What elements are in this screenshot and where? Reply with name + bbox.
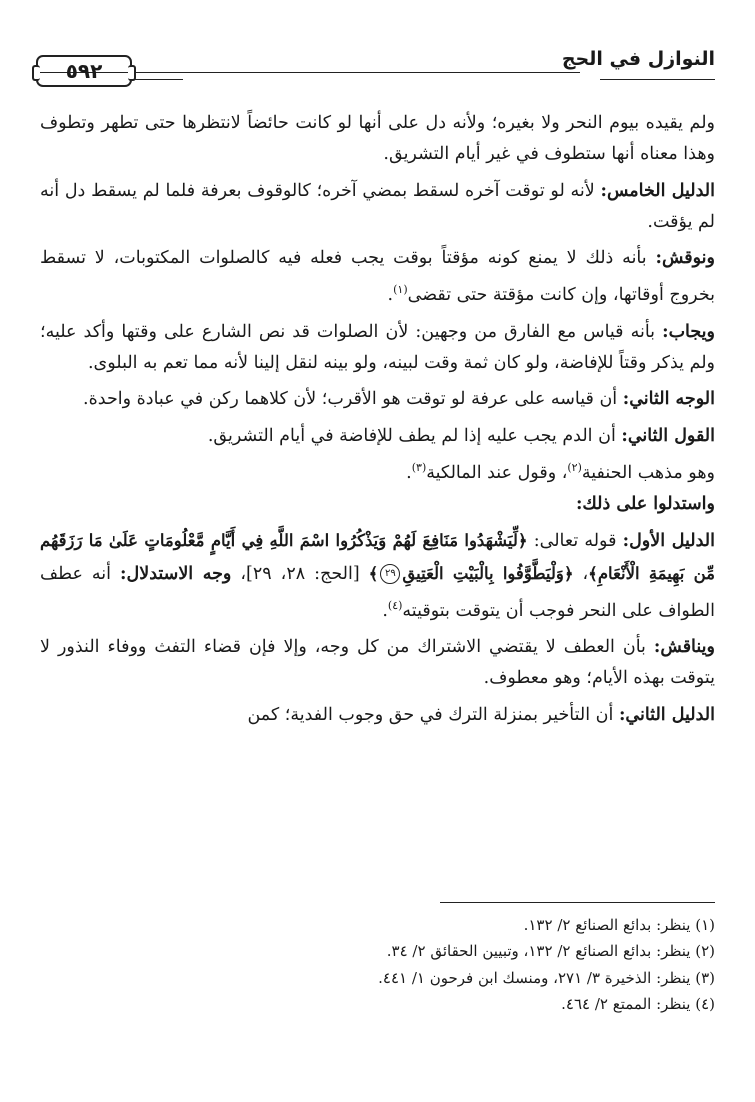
paragraph-discussion: ويناقش: بأن العطف لا يقتضي الاشتراك من كل وجه، وإلا فإن قضاء التفث ووفاء النذور لا يتوقت بهذه الأيام؛ وهو معطوف. xyxy=(40,636,715,689)
quran-verse-1: ﴿لِّيَشْهَدُوا مَنَافِعَ لَهُمْ وَيَذْكُرُوا اسْمَ اللَّهِ فِي أَيَّامٍ مَّعْلُومَاتٍ عَلَىٰ مَا رَزَقَهُم مِّن بَهِيمَةِ الْأَنْعَامِ﴾ xyxy=(40,531,715,583)
heading-label: الدليل الثاني: xyxy=(618,704,715,725)
heading-label: ويناقش: xyxy=(653,636,715,657)
paragraph-objection: ونوقش: بأنه ذلك لا يمنع كونه مؤقتاً بوقت يجب فعله فيه كالصلوات المكتوبات، لا تسقط بخروج أوقاتها، وإن كانت مؤقتة حتى تقضى$^{(١)}$. xyxy=(40,248,715,306)
paragraph-madhhab: وهو مذهب الحنفية$^{(٢)}$، وقول عند المالكية$^{(٣)}$. xyxy=(406,460,715,483)
footnotes xyxy=(40,912,715,1018)
heading-label: الدليل الخامس: xyxy=(600,180,715,201)
heading-label: الوجه الثاني: xyxy=(622,389,715,410)
heading-label: الدليل الأول: xyxy=(622,531,715,552)
footnote-ref-3[interactable]: (٣) xyxy=(411,460,427,474)
verse-reference: [الحج: ٢٨، ٢٩]، xyxy=(231,563,369,584)
header-rule-short xyxy=(600,79,715,80)
paragraph-evidence-heading: واستدلوا على ذلك: xyxy=(575,493,715,514)
paragraph-answer: ويجاب: بأنه قياس مع الفارق من وجهين: لأن الصلوات قد نص الشارع على وقتها وأكد عليه؛ ولم يذكر وقتاً للإفاضة، ولو كان ثمة وقت لبينه، ولو بينه لنقل إلينا لأنه مما تعم به البلوى. xyxy=(40,321,715,373)
footnote-ref-4[interactable]: (٤) xyxy=(387,598,403,612)
paragraph-1: ولم يقيده بيوم النحر ولا بغيره؛ ولأنه دل على أنها لو كانت حائضاً لانتظرها حتى تطهر وتطوف وهذا معناه أنها ستطوف في غير أيام التشريق. xyxy=(40,113,715,165)
paragraph-second-aspect: الوجه الثاني: أن قياسه على عرفة لو توقت هو الأقرب؛ لأن كلاهما ركن في عبادة واحدة. xyxy=(83,389,715,410)
ayah-number-marker: ٢٩ xyxy=(380,564,400,584)
header-rule-left-lower xyxy=(135,79,183,80)
paragraph-second-evidence: الدليل الثاني: أن التأخير بمنزلة الترك في حق وجوب الفدية؛ كمن xyxy=(247,704,715,725)
footnote-2: (٢) ينظر: بدائع الصنائع ٢/ ١٣٢، وتبيين الحقائق ٢/ ٣٤. xyxy=(386,942,715,961)
paragraph-fifth-evidence: الدليل الخامس: لأنه لو توقت آخره لسقط بمضي آخره؛ كالوقوف بعرفة فلما لم يسقط دل أنه لم يؤقت. xyxy=(40,180,715,232)
running-title: النوازل في الحج xyxy=(561,48,715,70)
heading-label: وجه الاستدلال: xyxy=(120,563,232,584)
page-number: ٥٩٢ xyxy=(65,59,103,83)
heading-label: ويجاب: xyxy=(662,321,715,342)
main-text xyxy=(40,108,715,731)
heading-label: القول الثاني: xyxy=(621,425,715,446)
footnote-4: (٤) ينظر: الممتع ٢/ ٤٦٤. xyxy=(561,995,715,1014)
page-number-box xyxy=(36,55,132,87)
quran-verse-2: ﴿وَلْيَطَّوَّفُوا بِالْبَيْتِ الْعَتِيقِ xyxy=(402,563,574,583)
heading-label: ونوقش: xyxy=(655,248,715,269)
footnote-3: (٣) ينظر: الذخيرة ٣/ ٢٧١، ومنسك ابن فرحون ١/ ٤٤١. xyxy=(378,968,715,987)
footnote-ref-2[interactable]: (٢) xyxy=(567,460,582,474)
paragraph-first-evidence: الدليل الأول: قوله تعالى: ﴿لِّيَشْهَدُوا مَنَافِعَ لَهُمْ وَيَذْكُرُوا اسْمَ اللَّهِ فِي أَيَّامٍ مَّعْلُومَاتٍ عَلَىٰ مَا رَزَقَهُم مِّن بَهِيمَةِ الْأَنْعَامِ﴾، ﴿وَلْيَطَّوَّفُوا بِالْبَيْتِ الْعَتِيقِ٢٩﴾ [الحج: ٢٨، ٢٩]، وجه الاستدلال: أنه عطف الطواف على النحر فوجب أن يتوقت بتوقيته$^{(٤)}$. xyxy=(40,531,715,621)
paragraph-second-opinion: القول الثاني: أن الدم يجب عليه إذا لم يطف للإفاضة في أيام التشريق. xyxy=(207,425,715,446)
header-rule-left xyxy=(135,72,183,73)
footnote-separator xyxy=(440,902,715,903)
footnote-1: (١) ينظر: بدائع الصنائع ٢/ ١٣٢. xyxy=(523,916,715,934)
footnote-ref-1[interactable]: (١) xyxy=(393,283,408,297)
